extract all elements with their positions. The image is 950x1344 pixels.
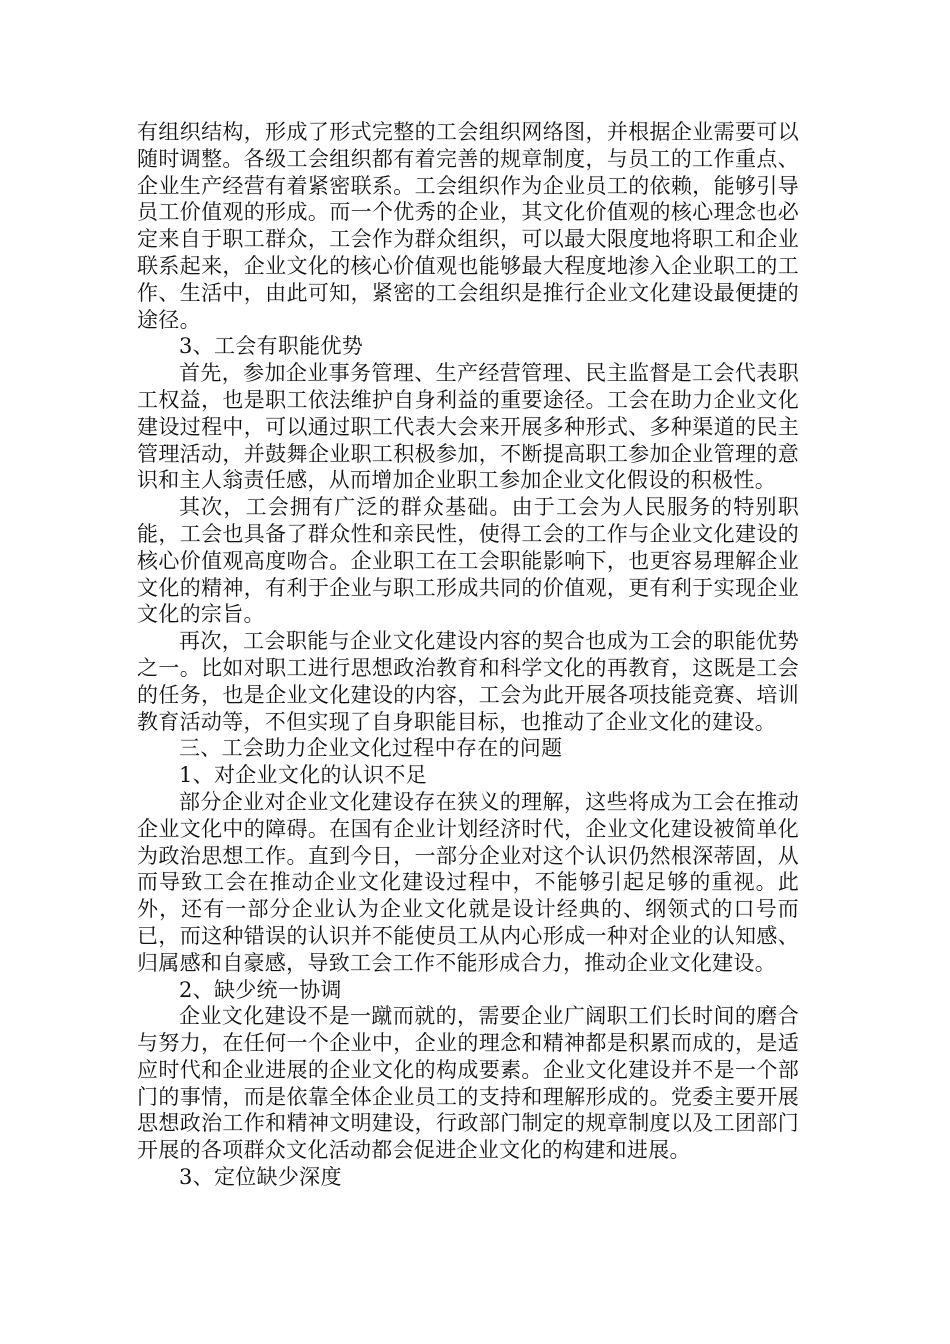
heading-lack-coordination: 2、缺少统一协调: [179, 977, 342, 1002]
paragraph-insufficient-understanding: 部分企业对企业文化建设存在狭义的理解，这些将成为工会在推动企业文化中的障碍。在国有企业计划经济时代，企业文化建设被简单化为政治思想工作。直到今日，一部分企业对这个认识仍然根深蒂固，从而导致工会在推动企业文化建设过程中，不能够引起足够的重视。此外，还有一部分企业认为企业文化就是设计经典的、纲领式的口号而已，而这种错误的认识并不能使员工从内心形成一种对企业的认知感、归属感和自豪感，导致工会工作不能形成合力，推动企业文化建设。: [137, 789, 799, 975]
paragraph-lack-coordination: 企业文化建设不是一蹴而就的，需要企业广阔职工们长时间的磨合与努力，在任何一个企业中，企业的理念和精神都是积累而成的，是适应时代和企业进展的企业文化的构成要素。企业文化建设并不是一个部门的事情，而是依靠全体企业员工的支持和理解形成的。党委主要开展思想政治工作和精神文明建设，行政部门制定的规章制度以及工团部门开展的各项群众文化活动都会促进企业文化的构建和进展。: [137, 1004, 799, 1163]
paragraph-first: 首先，参加企业事务管理、生产经营管理、民主监督是工会代表职工权益，也是职工依法维护自身利益的重要途径。工会在助力企业文化建设过程中，可以通过职工代表大会来开展多种形式、多种渠道的民主管理活动，并鼓舞企业职工积极参加，不断提高职工参加企业管理的意识和主人翁责任感，从而增加企业职工参加企业文化假设的积极性。: [137, 361, 799, 493]
heading-lack-depth: 3、定位缺少深度: [179, 1165, 342, 1190]
section-heading-problems: 三、工会助力企业文化过程中存在的问题: [179, 736, 563, 761]
paragraph-union-organization: 有组织结构，形成了形式完整的工会组织网络图，并根据企业需要可以随时调整。各级工会组织都有着完善的规章制度，与员工的工作重点、企业生产经营有着紧密联系。工会组织作为企业员工的依赖，能够引导员工价值观的形成。而一个优秀的企业，其文化价值观的核心理念也必定来自于职工群众，工会作为群众组织，可以最大限度地将职工和企业联系起来，企业文化的核心价值观也能够最大程度地渗入企业职工的工作、生活中，由此可知，紧密的工会组织是推行企业文化建设最便捷的途径。: [137, 120, 799, 332]
paragraph-second: 其次，工会拥有广泛的群众基础。由于工会为人民服务的特别职能，工会也具备了群众性和亲民性，使得工会的工作与企业文化建设的核心价值观高度吻合。企业职工在工会职能影响下，也更容易理解企业文化的精神，有利于企业与职工形成共同的价值观，更有利于实现企业文化的宗旨。: [137, 495, 799, 627]
document-page: [137, 119, 799, 1191]
heading-function-advantage: 3、工会有职能优势: [179, 334, 364, 359]
paragraph-third: 再次，工会职能与企业文化建设内容的契合也成为工会的职能优势之一。比如对职工进行思想政治教育和科学文化的再教育，这既是工会的任务，也是企业文化建设的内容，工会为此开展各项技能竞赛、培训教育活动等，不但实现了自身职能目标，也推动了企业文化的建设。: [137, 629, 799, 734]
heading-insufficient-understanding: 1、对企业文化的认识不足: [179, 763, 427, 788]
